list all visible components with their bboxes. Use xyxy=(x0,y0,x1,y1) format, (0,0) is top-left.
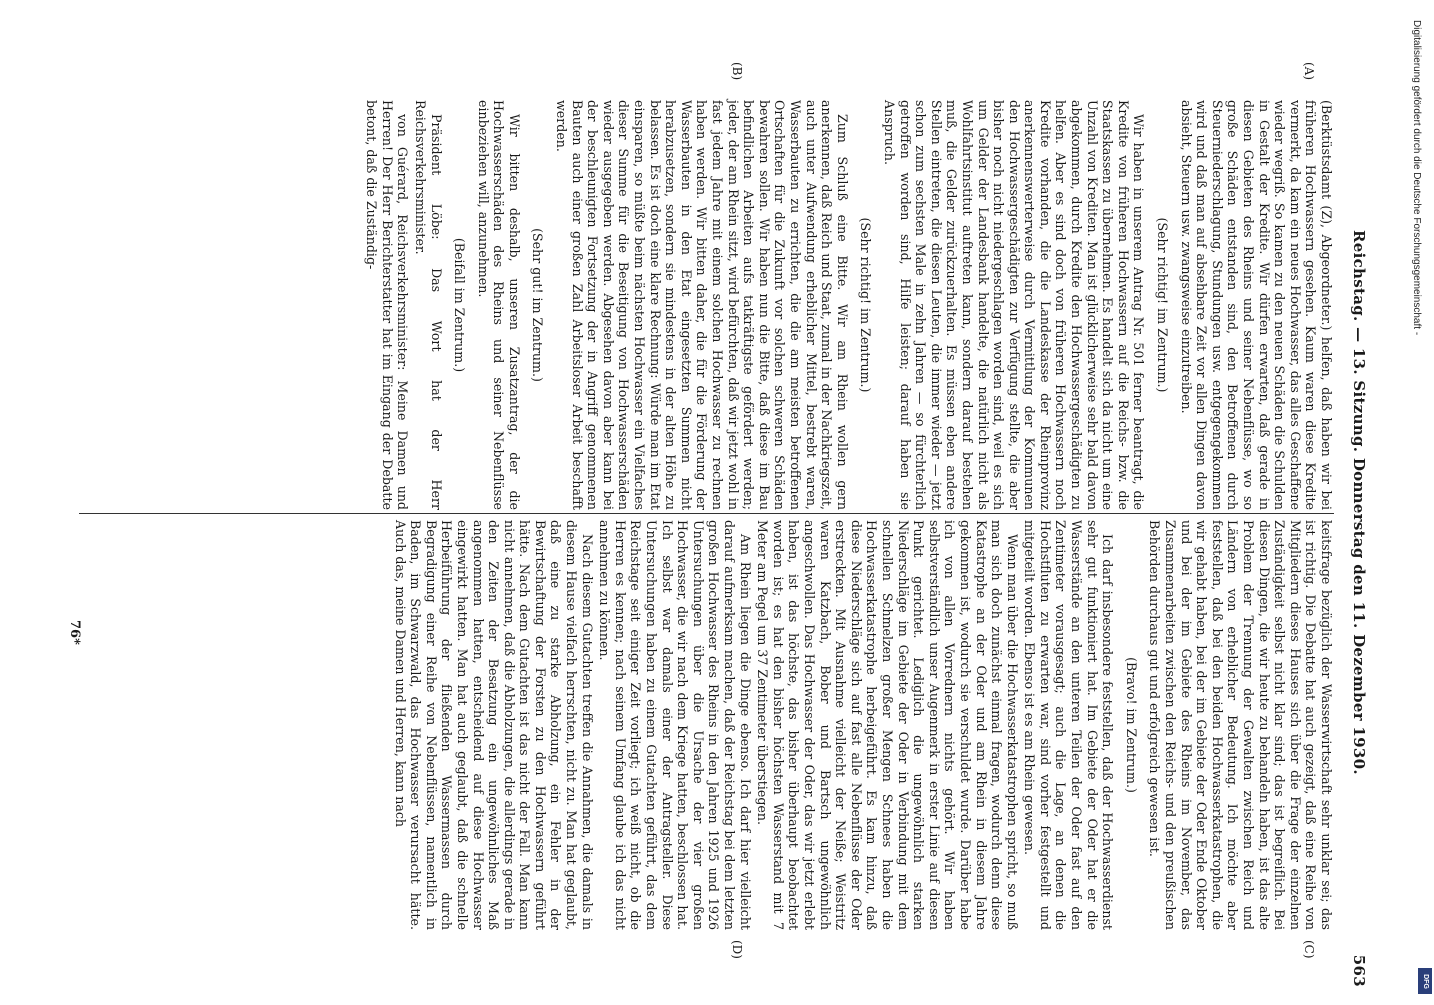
left-interjection-3: (Sehr gut! im Zentrum.) xyxy=(530,228,546,382)
right-paragraph-4: Am Rhein liegen die Dinge ebenso. Ich darf hier vielleicht darauf aufmerksam machen, daß der Reichstag bei dem letzten großen Hochwasser des Rheins in den Jahren 1925 und 1926 Untersuchungen über die Ursache der vier großen Hochwasser, die wir nach dem Kriege hatten, beschlossen hat. Ich selbst war damals einer der Antragsteller. Diese Untersuchungen haben zu einem Gutachten geführt, das dem Reichstage seit einiger Zeit vorliegt; ich weiß nicht, ob die Herren es kennen; nach seinem Umfang glaube ich das nicht annehmen zu können. xyxy=(597,520,753,930)
left-paragraph-4: Wir bitten deshalb, unseren Zusatzantrag, der die Hochwasserschäden des Rheins und seiner Nebenflüsse einbeziehen will, anzunehmen. xyxy=(475,100,522,510)
left-interjection-1: (Sehr richtig! im Zentrum.) xyxy=(1155,217,1171,393)
left-paragraph-2: Wir haben in unserem Antrag Nr. 501 ferner beantragt, die Kredite von früheren Hochwassern auf die Reichs- bzw. die Staatskassen zu übernehmen. Es handelt sich da nicht um eine Unzahl von Krediten. Man ist glücklicherweise sehr bald davon abgekommen, durch Kredite den Hochwassergeschädigten zu helfen. Aber es sind doch von früheren Hochwassern noch Kredite vorhanden, die die Landeskasse der Rheinprovinz anerkennenswerterweise durch Vermittlung der Kommunen den Hochwassergeschädigten zur Verfügung stellte, die aber bisher noch nicht niedergeschlagen worden sind, weil es sich um Gelder der Landesbank handelte, die natürlich nicht als Wohlfahrtsinstitut auftreten kann, sondern darauf bestehen muß, die Gelder zurückzuerhalten. Es müssen eben andere Stellen eintreten, die diesen Leuten, die immer wieder — jetzt schon zum sechsten Male in zehn Jahren — so fürchterlich getroffen worden sind, Hilfe leisten; darauf haben sie Anspruch. xyxy=(881,100,1147,510)
digitization-credit: Digitalisierung gefördert durch die Deutsche Forschungsgemeinschaft - xyxy=(1411,20,1422,336)
right-interjection-1: (Bravo! im Zentrum.) xyxy=(1123,657,1139,793)
right-paragraph-5: Nach diesem Gutachten treffen die Annahmen, die damals in diesem Hause vielfach herrschten, nicht zu. Man hat geglaubt, daß eine zu starke Abholzung, ein Fehler in der Bewirtschaftung der Forsten zu den Hochwassern geführt hätte. Nach dem Gutachten ist das nicht der Fall. Man kann nicht annehmen, daß die Abholzungen, die allerdings gerade in den Zeiten der Besatzung ein ungewöhnliches Maß angenommen hatten, entscheidend auf diese Hochwasser eingewirkt hatten. Man hat auch geglaubt, daß die schnelle Herbeiführung der fließenden Wassermassen durch Begradigung einer Reihe von Nebenflüssen, namentlich in Baden, im Schwarzwald, das Hochwasser verursacht hätte. Auch das, meine Damen und Herren, kann nach xyxy=(392,520,595,930)
left-paragraph-6: von Guérard, Reichsverkehrsminister: Meine Damen und Herren! Der Herr Berichterstatter hat im Eingang der Debatte betont, daß die Zuständig- xyxy=(364,100,411,510)
column-divider xyxy=(79,513,1334,514)
left-interjection-4: (Beifall im Zentrum.) xyxy=(452,237,468,373)
right-paragraph-3: Wenn man über die Hochwasserkatastrophen spricht, so muß man sich doch zunächst einmal fragen, wodurch denn diese Katastrophe an der Oder und am Rhein in diesem Jahre gekommen ist, wodurch sie verschuldet wurde. Darüber habe ich von allen Vorrednern nichts gehört. Wir haben selbstverständlich unser Augenmerk in erster Linie auf diesen Punkt gerichtet. Lediglich die ungewöhnlich starken Niederschläge im Gebiete der Oder in Verbindung mit dem schnellen Schmelzen großer Mengen Schnees haben die Hochwasserkatastrophe herbeigeführt. Es kam hinzu, daß diese Niederschläge sich auf fast alle Nebenflüsse der Oder erstreckten. Mit Ausnahme vielleicht der Neiße; Weistritz waren Katzbach, Bober und Bartsch ungewöhnlich angeschwollen. Das Hochwasser der Oder, das wir jetzt erlebt haben, ist das höchste, das bisher überhaupt beobachtet worden ist; es hat den bisher höchsten Wasserstand mit 7 Meter am Pegel um 37 Zentimeter überstiegen. xyxy=(755,520,1020,930)
dfg-logo-text: DFG xyxy=(1421,973,1429,989)
page-title: Reichstag. — 13. Sitzung. Donnerstag den 11. Dezember 1930. xyxy=(1350,230,1368,775)
left-paragraph-1: (Berktüstsdamt (Z), Abgeordneter.) helfen, daß haben wir bei früheren Hochwassern gesehen. Kaum waren diese Kredite vermerkt, da kam ein neues Hochwasser, das alles Geschaffene wieder wegriß. So kamen zu den neuen Schäden die Schulden in Gestalt der Kredite. Wir dürfen erwarten, daß gerade in diesen Gebieten des Rheins und seiner Nebenflüsse, wo so große Schäden entstanden sind, den Betroffenen durch Steuerniederschlagung, Stundungen usw. entgegengekommen wird und daß man auf absehbare Zeit vor allen Dingen davon absieht, Steuern usw. zwangsweise einzutreiben. xyxy=(1178,100,1334,510)
right-column xyxy=(84,520,1334,930)
margin-marker-b: (B) xyxy=(730,62,744,81)
left-paragraph-5: Präsident Löbe: Das Wort hat der Herr Reichsverkehrsminister. xyxy=(412,100,444,510)
margin-marker-a: (A) xyxy=(1302,62,1316,81)
left-interjection-2: (Sehr richtig! im Zentrum.) xyxy=(858,217,874,393)
left-paragraph-3: Zum Schluß eine Bitte. Wir am Rhein wollen gern anerkennen, daß Reich und Staat, zumal in der Nachkriegszeit, auch unter Aufwendung erheblicher Mittel, bestrebt waren, Wasserbauten zu errichten, die die am meisten betroffenen Ortschaften für die Zukunft vor solchen schweren Schäden bewahren sollen. Wir haben nun die Bitte, daß diese im Bau befindlichen Arbeiten aufs tatkräftigste gefördert werden; jeder, der am Rhein sitzt, wird befürchten, daß wir jetzt wohl in fast jedem Jahre mit einem solchen Hochwasser zu rechnen haben werden. Wir bitten daher, die für die Förderung der Wasserbauten in den Etat eingesetzten Summen nicht herabzusetzen, sondern sie mindestens in der alten Höhe zu belassen. Es ist doch eine klare Rechnung: Würde man im Etat einsparen, so müßte beim nächsten Hochwasser ein Vielfaches dieser Summe für die Beseitigung von Hochwasserschäden wieder ausgegeben werden. Abgesehen davon aber kann bei der beschleunigten Fortsetzung der in Angriff genommenen Bauten auch einer großen Zahl Arbeitsloser Arbeit beschafft werden. xyxy=(554,100,850,510)
left-column xyxy=(84,100,1334,510)
dfg-logo xyxy=(1418,968,1432,994)
margin-marker-d: (D) xyxy=(730,940,744,959)
sheet-signature: 76* xyxy=(67,620,82,645)
page-header xyxy=(1344,95,1376,1005)
margin-marker-c: (C) xyxy=(1302,940,1316,959)
right-paragraph-1: keitsfrage bezüglich der Wasserwirtschaft sehr unklar sei; das ist richtig. Die Debatte hat auch gezeigt, daß eine Reihe von Mitgliedern dieses Hauses sich über die Frage der einzelnen Zuständigkeit selbst nicht klar sind; das ist begreiflich. Bei diesen Dingen, die wir heute zu behandeln haben, ist das alte Problem der Trennung der Gewalten zwischen Reich und Ländern von erheblicher Bedeutung. Ich möchte aber feststellen, daß bei den beiden Hochwasserkatastrophen, die wir gehabt haben, bei der im Gebiete der Oder Ende Oktober und bei der im Gebiete des Rheins im November, das Zusammenarbeiten zwischen den Reichs- und den preußischen Behörden durchaus gut und erfolgreich gewesen ist. xyxy=(1147,520,1334,930)
page-number: 563 xyxy=(1350,954,1368,987)
right-paragraph-2: Ich darf insbesondere feststellen, daß der Hochwasserdienst sehr gut funktioniert hat. Im Gebiete der Oder hat er die Wasserstände an den unteren Teilen der Oder fast auf den Zentimeter vorausgesagt; auch die Lage, an denen die Hochstfluten zu erwarten war, sind vorher festgestellt und mitgeteilt worden. Ebenso ist es am Rhein gewesen. xyxy=(1022,520,1116,930)
